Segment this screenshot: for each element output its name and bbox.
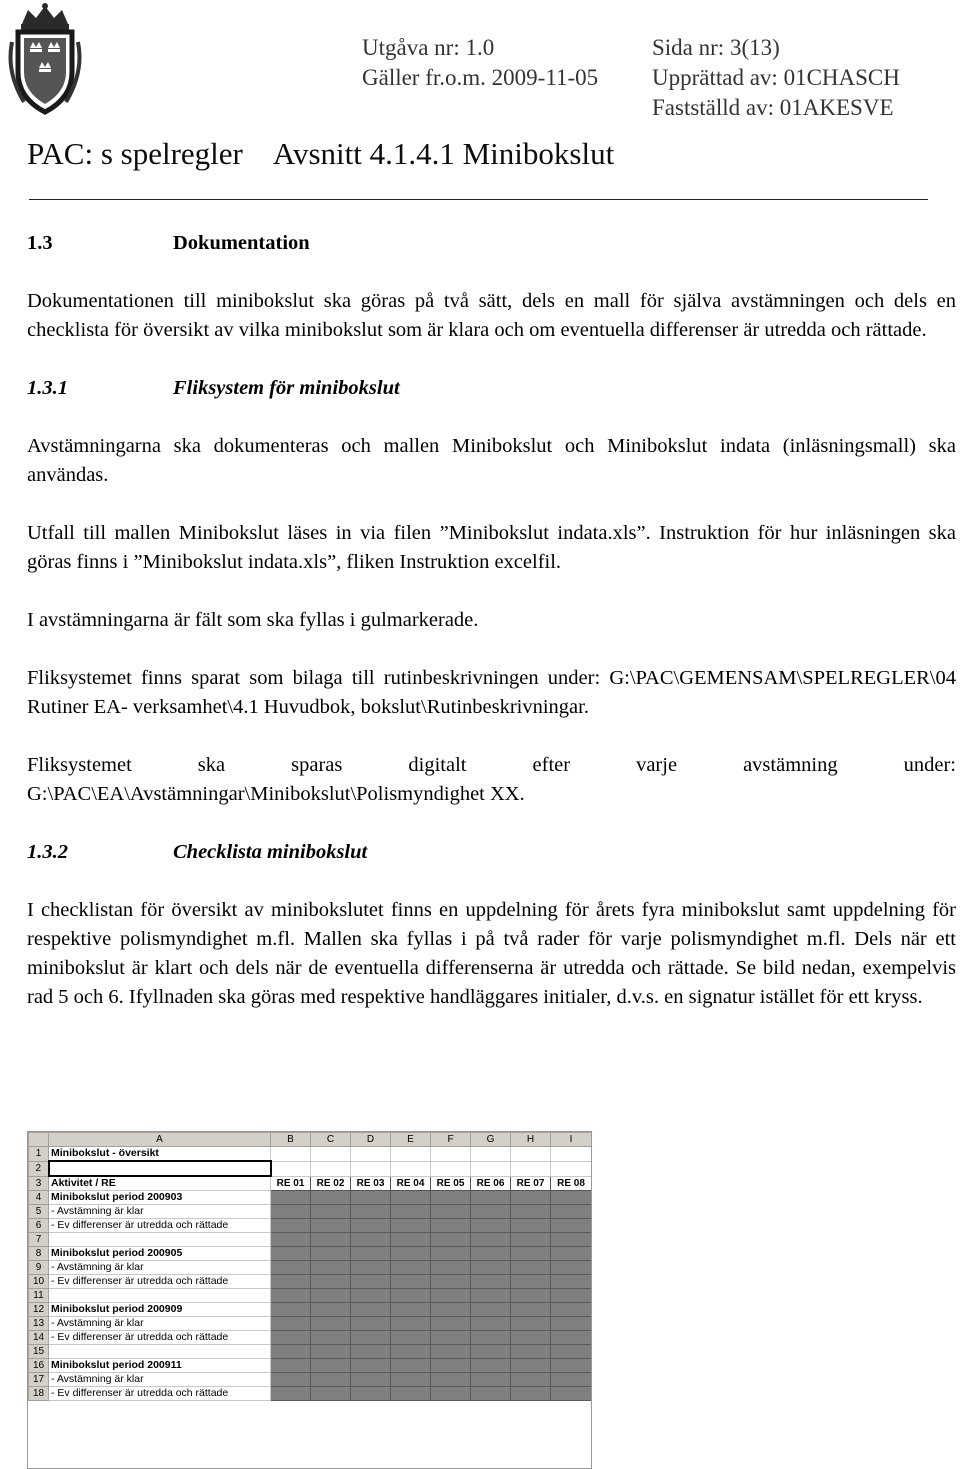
checklist-cell	[311, 1261, 351, 1275]
row-number: 2	[29, 1161, 49, 1176]
checklist-cell	[471, 1345, 511, 1359]
checklist-cell	[351, 1275, 391, 1289]
paragraph: I checklistan för översikt av minibokslutet finns en uppdelning för årets fyra minibokslut samt uppdelning för respektive polismyndighet m.fl. Mallen ska fyllas i på två rader för varje polismyndighet m.fl. Dels när ett minibokslut är klart och dels när de eventuella differenserna är utredda och rättade. Se bild nedan, exempelvis rad 5 och 6. Ifyllnaden ska göras med respektive handläggares initialer, d.v.s. en signatur istället för ett kryss.	[27, 899, 956, 1008]
checklist-cell	[351, 1205, 391, 1219]
checklist-cell	[271, 1359, 311, 1373]
checklist-cell	[311, 1233, 351, 1247]
checklist-cell	[351, 1359, 391, 1373]
checklist-cell	[431, 1303, 471, 1317]
section-number: 1.3	[27, 232, 53, 254]
checklist-cell	[391, 1205, 431, 1219]
checklist-spreadsheet	[27, 1131, 592, 1469]
police-emblem-logo	[4, 2, 86, 118]
checklist-cell	[431, 1191, 471, 1205]
section-title: Checklista minibokslut	[173, 841, 368, 863]
checklist-cell	[391, 1289, 431, 1303]
checklist-cell	[271, 1373, 311, 1387]
corner-cell	[29, 1133, 49, 1147]
cell-a: Minibokslut period 200903	[49, 1191, 271, 1205]
checklist-cell	[431, 1205, 471, 1219]
row-number: 3	[29, 1176, 49, 1191]
empty-cell	[431, 1147, 471, 1162]
column-header: D	[351, 1133, 391, 1147]
checklist-cell	[431, 1345, 471, 1359]
checklist-cell	[471, 1219, 511, 1233]
empty-cell	[351, 1161, 391, 1176]
checklist-cell	[391, 1191, 431, 1205]
sheet-row	[29, 1331, 592, 1345]
sheet-row	[29, 1387, 592, 1401]
re-header-cell: RE 07	[511, 1176, 551, 1191]
checklist-cell	[271, 1303, 311, 1317]
checklist-cell	[351, 1387, 391, 1401]
empty-cell	[271, 1161, 311, 1176]
checklist-cell	[311, 1219, 351, 1233]
checklist-cell	[511, 1373, 551, 1387]
checklist-cell	[311, 1191, 351, 1205]
sheet-row	[29, 1191, 592, 1205]
re-header-cell: RE 02	[311, 1176, 351, 1191]
created-by: Upprättad av: 01CHASCH	[652, 65, 900, 90]
column-header: I	[551, 1133, 592, 1147]
sheet-row	[29, 1161, 592, 1176]
row-number: 5	[29, 1205, 49, 1219]
page-title	[27, 134, 614, 174]
checklist-cell	[511, 1289, 551, 1303]
row-number: 17	[29, 1373, 49, 1387]
section-title: Fliksystem för minibokslut	[173, 377, 400, 399]
checklist-cell	[431, 1373, 471, 1387]
column-header: A	[49, 1133, 271, 1147]
checklist-cell	[471, 1373, 511, 1387]
checklist-cell	[471, 1247, 511, 1261]
header-right	[652, 33, 900, 123]
checklist-cell	[551, 1359, 592, 1373]
sheet-row	[29, 1147, 592, 1162]
sheet-row	[29, 1303, 592, 1317]
checklist-cell	[391, 1317, 431, 1331]
cell-a: - Avstämning är klar	[49, 1373, 271, 1387]
row-number: 6	[29, 1219, 49, 1233]
checklist-cell	[431, 1275, 471, 1289]
checklist-cell	[351, 1303, 391, 1317]
checklist-cell	[511, 1387, 551, 1401]
cell-a	[49, 1161, 271, 1176]
checklist-cell	[351, 1345, 391, 1359]
checklist-cell	[431, 1233, 471, 1247]
row-number: 8	[29, 1247, 49, 1261]
sheet-row	[29, 1345, 592, 1359]
row-number: 10	[29, 1275, 49, 1289]
paragraph: Dokumentationen till minibokslut ska göras på två sätt, dels en mall för själva avstämningen och dels en checklista för översikt av vilka minibokslut som är klara och om eventuella differenser är utredda och rättade.	[27, 290, 956, 341]
cell-a: - Avstämning är klar	[49, 1317, 271, 1331]
checklist-cell	[431, 1359, 471, 1373]
checklist-cell	[391, 1261, 431, 1275]
spreadsheet-grid	[28, 1132, 592, 1401]
sheet-row	[29, 1233, 592, 1247]
cell-a: - Ev differenser är utredda och rättade	[49, 1387, 271, 1401]
checklist-cell	[471, 1289, 511, 1303]
column-header: F	[431, 1133, 471, 1147]
column-header: C	[311, 1133, 351, 1147]
section-number: 1.3.2	[27, 841, 68, 863]
sheet-row	[29, 1289, 592, 1303]
paragraph: Utfall till mallen Minibokslut läses in via filen ”Minibokslut indata.xls”. Instruktion för hur inläsningen ska göras finns i ”Minibokslut indata.xls”, fliken Instruktion excelfil.	[27, 522, 956, 573]
checklist-cell	[271, 1345, 311, 1359]
checklist-cell	[391, 1275, 431, 1289]
checklist-cell	[511, 1191, 551, 1205]
empty-cell	[551, 1161, 592, 1176]
empty-cell	[511, 1161, 551, 1176]
header-divider	[29, 199, 928, 200]
checklist-cell	[551, 1387, 592, 1401]
checklist-cell	[511, 1261, 551, 1275]
cell-a: Minibokslut period 200911	[49, 1359, 271, 1373]
checklist-cell	[551, 1191, 592, 1205]
re-header-cell: RE 01	[271, 1176, 311, 1191]
row-number: 14	[29, 1331, 49, 1345]
re-header-cell: RE 04	[391, 1176, 431, 1191]
checklist-cell	[551, 1219, 592, 1233]
empty-cell	[471, 1147, 511, 1162]
cell-a: Minibokslut - översikt	[49, 1147, 271, 1162]
row-number: 11	[29, 1289, 49, 1303]
empty-cell	[311, 1161, 351, 1176]
checklist-cell	[271, 1289, 311, 1303]
edition-number: Utgåva nr: 1.0	[362, 35, 495, 60]
checklist-cell	[431, 1289, 471, 1303]
cell-a	[49, 1345, 271, 1359]
checklist-cell	[311, 1331, 351, 1345]
checklist-cell	[471, 1303, 511, 1317]
checklist-cell	[391, 1359, 431, 1373]
section-heading-1-3	[27, 229, 956, 258]
checklist-cell	[511, 1303, 551, 1317]
checklist-cell	[511, 1359, 551, 1373]
empty-cell	[271, 1147, 311, 1162]
empty-cell	[391, 1161, 431, 1176]
checklist-cell	[351, 1289, 391, 1303]
checklist-cell	[271, 1331, 311, 1345]
checklist-cell	[511, 1219, 551, 1233]
sheet-row	[29, 1261, 592, 1275]
checklist-cell	[511, 1247, 551, 1261]
section-heading-1-3-2	[27, 838, 956, 867]
checklist-cell	[351, 1261, 391, 1275]
checklist-cell	[551, 1289, 592, 1303]
checklist-cell	[431, 1247, 471, 1261]
row-number: 13	[29, 1317, 49, 1331]
page-title-left: PAC: s spelregler	[27, 136, 243, 171]
empty-cell	[311, 1147, 351, 1162]
checklist-cell	[431, 1317, 471, 1331]
empty-cell	[471, 1161, 511, 1176]
checklist-cell	[471, 1233, 511, 1247]
checklist-cell	[271, 1247, 311, 1261]
row-number: 4	[29, 1191, 49, 1205]
cell-a: - Avstämning är klar	[49, 1205, 271, 1219]
checklist-cell	[271, 1275, 311, 1289]
checklist-cell	[551, 1345, 592, 1359]
row-number: 16	[29, 1359, 49, 1373]
checklist-cell	[351, 1247, 391, 1261]
checklist-cell	[351, 1331, 391, 1345]
sheet-row	[29, 1317, 592, 1331]
approved-by: Fastställd av: 01AKESVE	[652, 95, 894, 120]
sheet-row	[29, 1275, 592, 1289]
page-number: Sida nr: 3(13)	[652, 35, 780, 60]
cell-a: Minibokslut period 200905	[49, 1247, 271, 1261]
checklist-cell	[471, 1387, 511, 1401]
paragraph: Fliksystemet finns sparat som bilaga till rutinbeskrivningen under: G:\PAC\GEMENSAM\SPELREGLER\04 Rutiner EA- verksamhet\4.1 Huvudbok, bokslut\Rutinbeskrivningar.	[27, 667, 956, 718]
checklist-cell	[351, 1219, 391, 1233]
cell-a	[49, 1289, 271, 1303]
checklist-cell	[551, 1261, 592, 1275]
checklist-cell	[311, 1387, 351, 1401]
checklist-cell	[551, 1317, 592, 1331]
checklist-cell	[551, 1275, 592, 1289]
checklist-cell	[271, 1261, 311, 1275]
cell-a: - Ev differenser är utredda och rättade	[49, 1219, 271, 1233]
checklist-cell	[471, 1261, 511, 1275]
checklist-cell	[351, 1373, 391, 1387]
section-heading-1-3-1	[27, 374, 956, 403]
checklist-cell	[511, 1205, 551, 1219]
header-left	[362, 33, 598, 93]
checklist-cell	[271, 1219, 311, 1233]
checklist-cell	[551, 1373, 592, 1387]
row-number: 12	[29, 1303, 49, 1317]
row-number: 15	[29, 1345, 49, 1359]
empty-cell	[551, 1147, 592, 1162]
sheet-row	[29, 1373, 592, 1387]
checklist-cell	[271, 1205, 311, 1219]
checklist-cell	[431, 1331, 471, 1345]
checklist-cell	[271, 1387, 311, 1401]
section-number: 1.3.1	[27, 377, 68, 399]
checklist-cell	[511, 1331, 551, 1345]
checklist-cell	[471, 1317, 511, 1331]
row-number: 18	[29, 1387, 49, 1401]
checklist-cell	[551, 1247, 592, 1261]
checklist-cell	[511, 1275, 551, 1289]
checklist-cell	[391, 1233, 431, 1247]
cell-a: Minibokslut period 200909	[49, 1303, 271, 1317]
checklist-cell	[511, 1317, 551, 1331]
empty-cell	[431, 1161, 471, 1176]
checklist-cell	[431, 1261, 471, 1275]
checklist-cell	[431, 1387, 471, 1401]
section-title: Dokumentation	[173, 232, 310, 254]
checklist-cell	[351, 1233, 391, 1247]
checklist-cell	[311, 1373, 351, 1387]
checklist-cell	[311, 1205, 351, 1219]
empty-cell	[351, 1147, 391, 1162]
document-body	[27, 229, 956, 1041]
column-header: B	[271, 1133, 311, 1147]
checklist-cell	[471, 1275, 511, 1289]
column-header: H	[511, 1133, 551, 1147]
paragraph: I avstämningarna är fält som ska fyllas i gulmarkerade.	[27, 609, 479, 631]
empty-cell	[511, 1147, 551, 1162]
checklist-cell	[391, 1247, 431, 1261]
checklist-cell	[511, 1345, 551, 1359]
checklist-cell	[391, 1387, 431, 1401]
checklist-cell	[471, 1205, 511, 1219]
paragraph: Avstämningarna ska dokumenteras och mallen Minibokslut och Minibokslut indata (inläsningsmall) ska användas.	[27, 435, 956, 486]
row-number: 7	[29, 1233, 49, 1247]
checklist-cell	[471, 1331, 511, 1345]
column-header-row	[29, 1133, 592, 1147]
sheet-row	[29, 1219, 592, 1233]
re-header-cell: RE 03	[351, 1176, 391, 1191]
page-title-right: Avsnitt 4.1.4.1 Minibokslut	[272, 136, 615, 171]
checklist-cell	[271, 1191, 311, 1205]
empty-cell	[391, 1147, 431, 1162]
cell-a: - Ev differenser är utredda och rättade	[49, 1331, 271, 1345]
checklist-cell	[511, 1233, 551, 1247]
checklist-cell	[271, 1317, 311, 1331]
sheet-row	[29, 1205, 592, 1219]
checklist-cell	[351, 1317, 391, 1331]
checklist-cell	[351, 1191, 391, 1205]
checklist-cell	[271, 1233, 311, 1247]
checklist-cell	[551, 1331, 592, 1345]
checklist-cell	[391, 1373, 431, 1387]
sheet-row	[29, 1176, 592, 1191]
column-header: G	[471, 1133, 511, 1147]
cell-a: Aktivitet / RE	[49, 1176, 271, 1191]
checklist-cell	[311, 1289, 351, 1303]
checklist-cell	[311, 1303, 351, 1317]
checklist-cell	[311, 1275, 351, 1289]
checklist-cell	[391, 1345, 431, 1359]
checklist-cell	[551, 1233, 592, 1247]
checklist-cell	[391, 1219, 431, 1233]
row-number: 1	[29, 1147, 49, 1162]
checklist-cell	[551, 1303, 592, 1317]
re-header-cell: RE 08	[551, 1176, 592, 1191]
valid-from-date: Gäller fr.o.m. 2009-11-05	[362, 65, 599, 90]
row-number: 9	[29, 1261, 49, 1275]
checklist-cell	[311, 1359, 351, 1373]
sheet-row	[29, 1359, 592, 1373]
cell-a: - Avstämning är klar	[49, 1261, 271, 1275]
cell-a: - Ev differenser är utredda och rättade	[49, 1275, 271, 1289]
checklist-cell	[391, 1331, 431, 1345]
checklist-cell	[391, 1303, 431, 1317]
checklist-cell	[551, 1205, 592, 1219]
re-header-cell: RE 05	[431, 1176, 471, 1191]
checklist-cell	[311, 1247, 351, 1261]
re-header-cell: RE 06	[471, 1176, 511, 1191]
checklist-cell	[471, 1359, 511, 1373]
column-header: E	[391, 1133, 431, 1147]
checklist-cell	[311, 1317, 351, 1331]
checklist-cell	[471, 1191, 511, 1205]
cell-a	[49, 1233, 271, 1247]
sheet-row	[29, 1247, 592, 1261]
checklist-cell	[431, 1219, 471, 1233]
checklist-cell	[311, 1345, 351, 1359]
paragraph: Fliksystemet ska sparas digitalt efter varje avstämning under: G:\PAC\EA\Avstämningar\Minibokslut\Polismyndighet XX.	[27, 754, 956, 805]
